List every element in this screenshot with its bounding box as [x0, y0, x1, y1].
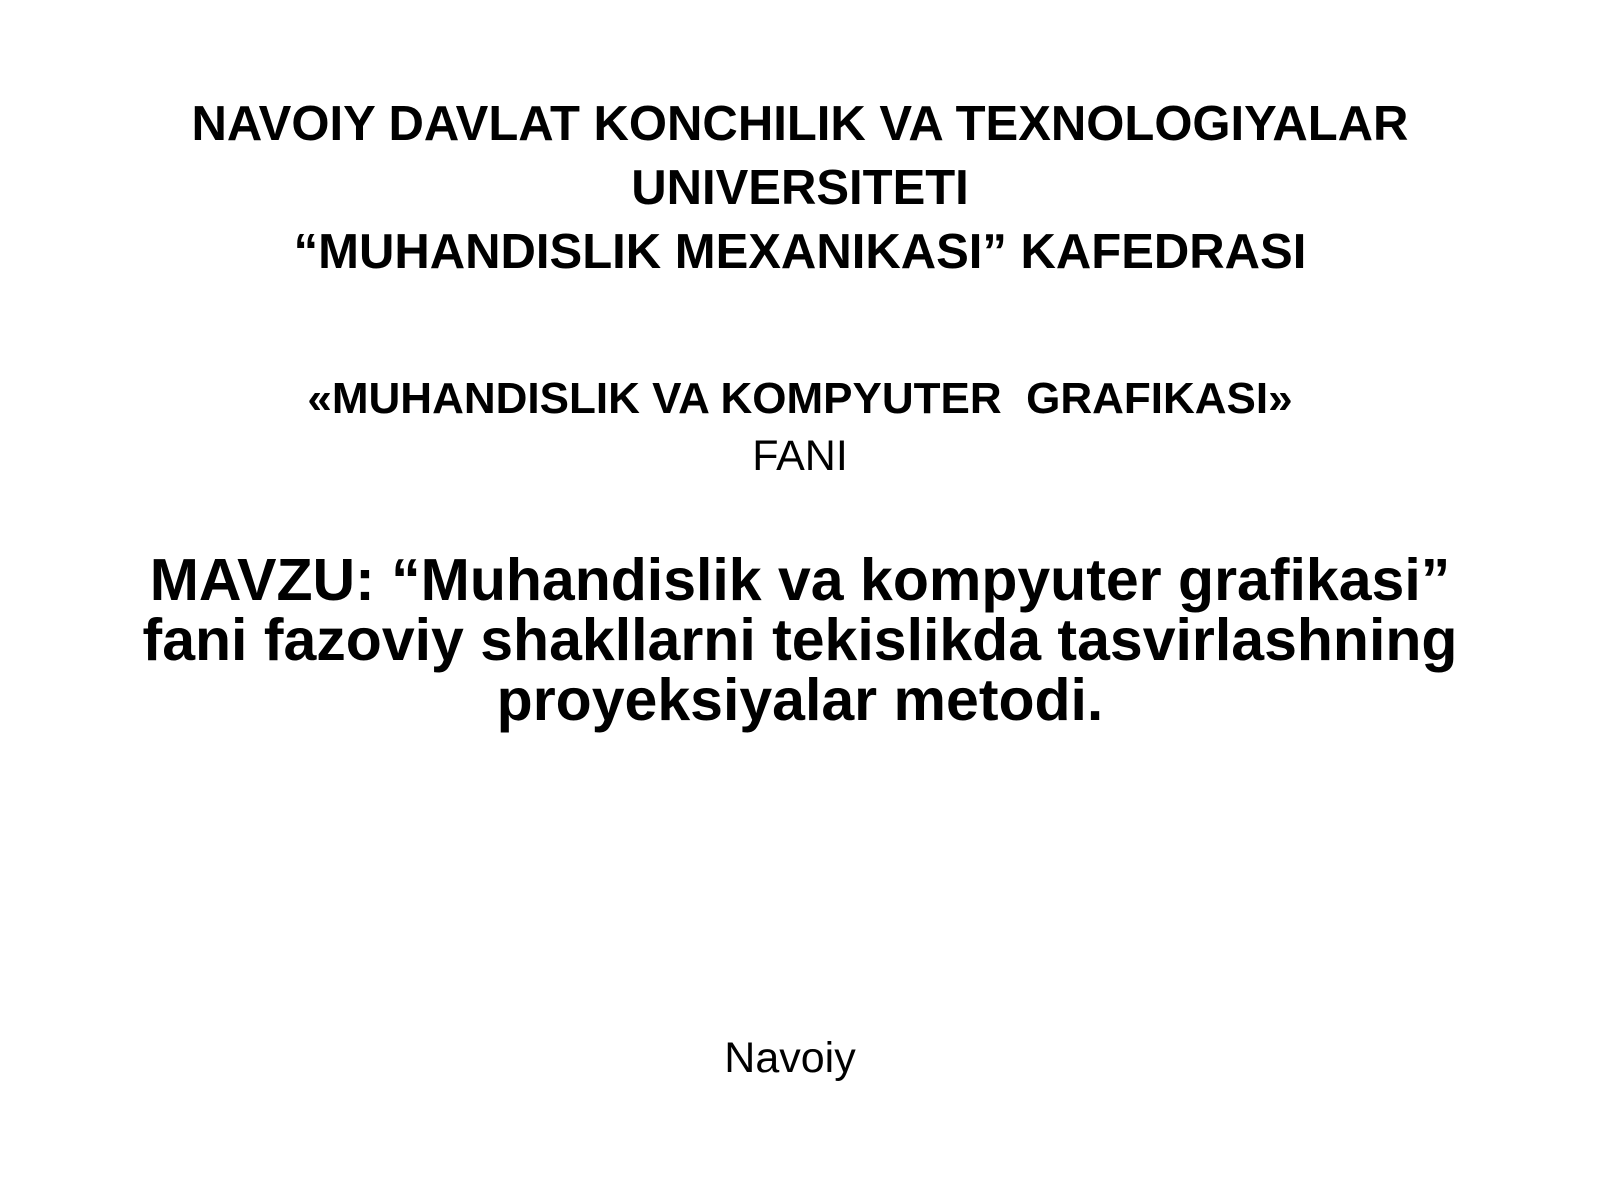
university-name-line-2: UNIVERSITETI: [631, 161, 969, 215]
university-name-line-1: NAVOIY DAVLAT KONCHILIK VA TEXNOLOGIYALAR: [191, 97, 1409, 151]
department-name: “MUHANDISLIK MEXANIKASI” KAFEDRASI: [293, 225, 1307, 279]
subject-label: FANI: [752, 432, 848, 480]
university-header: [0, 92, 1600, 284]
topic-line-3: proyeksiyalar metodi.: [496, 667, 1104, 733]
subject-name: «MUHANDISLIK VA KOMPYUTER GRAFIKASI»: [307, 374, 1293, 423]
subject-block: [0, 370, 1600, 484]
topic-title: [40, 547, 1560, 733]
topic-line-1: MAVZU: “Muhandislik va kompyuter grafikasi”: [149, 547, 1451, 613]
topic-line-2: fani fazoviy shakllarni tekislikda tasvirlashning: [142, 607, 1458, 673]
city-name: Navoiy: [724, 1034, 856, 1082]
